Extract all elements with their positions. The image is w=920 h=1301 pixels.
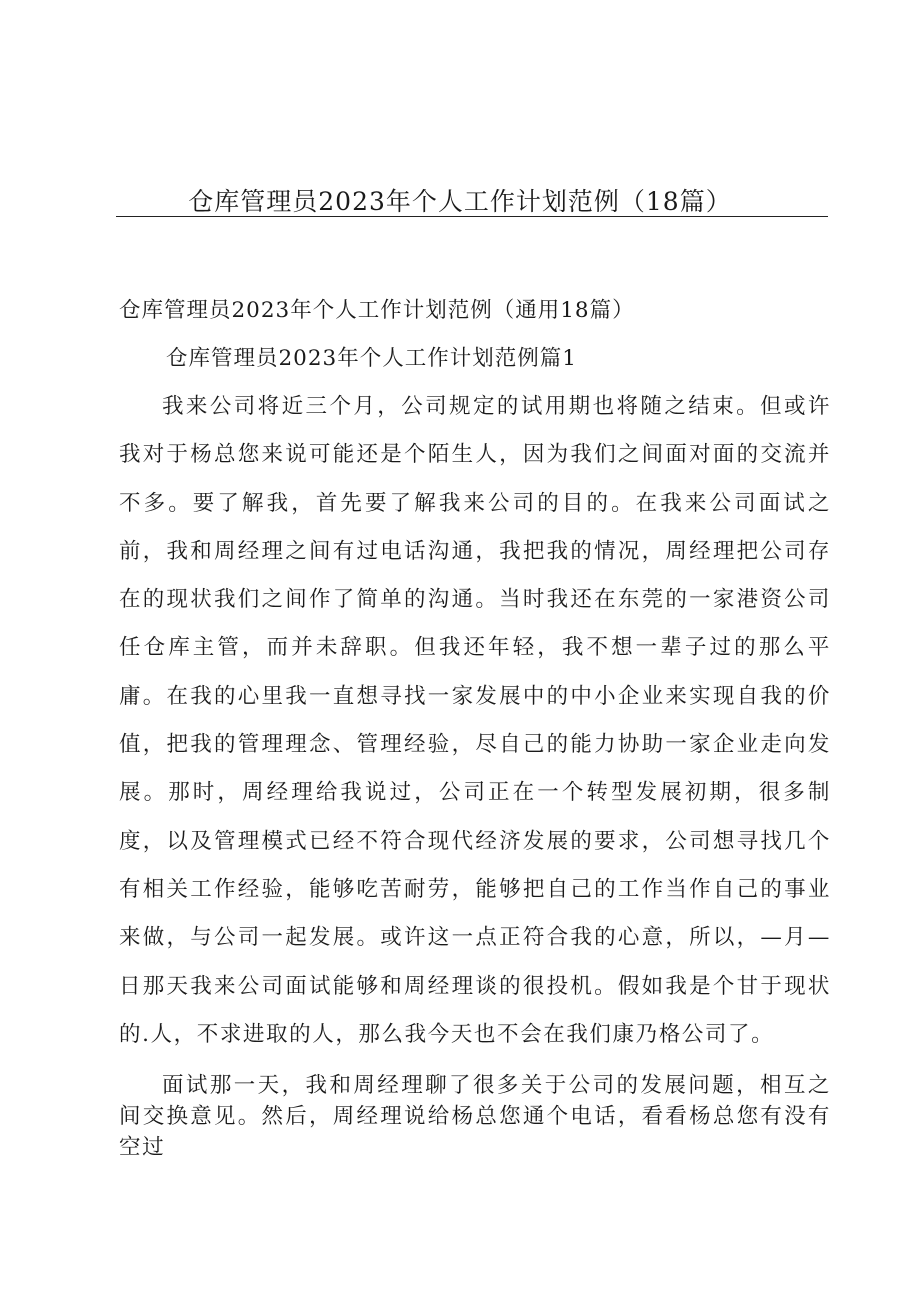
body-paragraph-2: 面试那一天，我和周经理聊了很多关于公司的发展问题，相互之间交换意见。然后，周经理说给杨总您通个电话，看看杨总您有没有空过 [119, 1073, 831, 1160]
title-underline [116, 216, 828, 217]
chapter-heading: 仓库管理员2023年个人工作计划范例篇1 [166, 346, 577, 371]
document-subtitle: 仓库管理员2023年个人工作计划范例（通用18篇） [119, 298, 635, 323]
body-paragraph-1: 我来公司将近三个月，公司规定的试用期也将随之结束。但或许我对于杨总您来说可能还是个陌生人，因为我们之间面对面的交流并不多。要了解我，首先要了解我来公司的目的。在我来公司面试之前，我和周经理之间有过电话沟通，我把我的情况，周经理把公司存在的现状我们之间作了简单的沟通。当时我还在东莞的一家港资公司任仓库主管，而并未辞职。但我还年轻，我不想一辈子过的那么平庸。在我的心里我一直想寻找一家发展中的中小企业来实现自我的价值，把我的管理理念、管理经验，尽自己的能力协助一家企业走向发展。那时，周经理给我说过，公司正在一个转型发展初期，很多制度，以及管理模式已经不符合现代经济发展的要求，公司想寻找几个有相关工作经验，能够吃苦耐劳，能够把自己的工作当作自己的事业来做，与公司一起发展。或许这一点正符合我的心意，所以，—月—日那天我来公司面试能够和周经理谈的很投机。假如我是个甘于现状的.人，不求进取的人，那么我今天也不会在我们康乃格公司了。 [119, 394, 831, 1047]
document-title: 仓库管理员2023年个人工作计划范例（18篇） [188, 187, 732, 216]
